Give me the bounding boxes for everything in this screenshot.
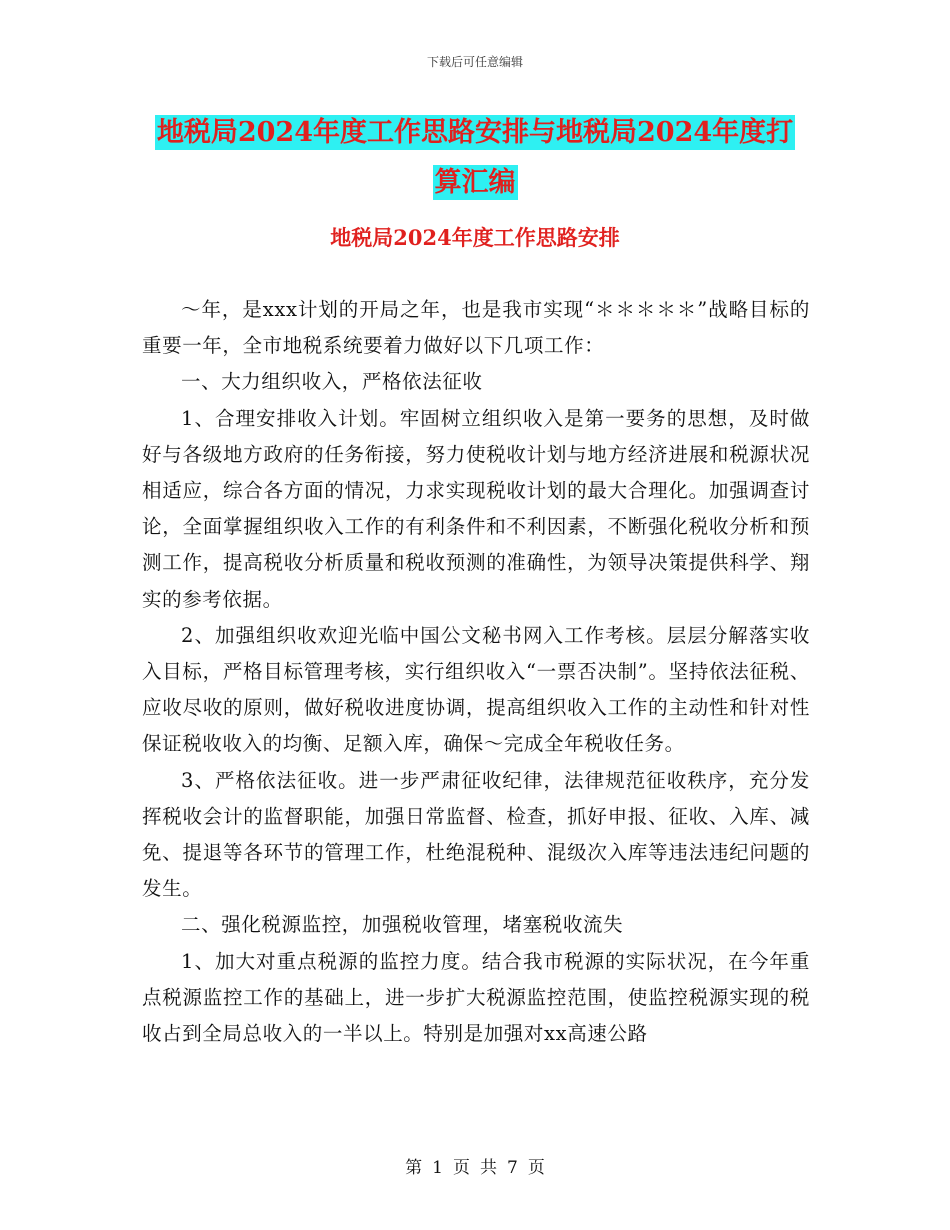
document-title-line-2: 算汇编 bbox=[434, 167, 516, 198]
footer-page-unit: 页 bbox=[453, 1158, 470, 1178]
page-footer bbox=[0, 1153, 950, 1178]
footer-total-unit: 页 bbox=[527, 1158, 545, 1178]
document-title bbox=[140, 108, 810, 208]
paragraph: 1、加大对重点税源的监控力度。结合我市税源的实际状况，在今年重点税源监控工作的基础上，进一步扩大税源监控范围，使监控税源实现的税收占到全局总收入的一半以上。特别是加强对xx高速公路 bbox=[142, 949, 810, 1046]
paragraph: 2、加强组织收欢迎光临中国公文秘书网入工作考核。层层分解落实收入目标，严格目标管理考核，实行组织收入“一票否决制”。坚持依法征税、应收尽收的原则，做好税收进度协调，提高组织收入工作的主动性和针对性保证税收收入的均衡、足额入库，确保～完成全年税收任务。 bbox=[142, 623, 810, 756]
paragraph: ～年，是xxx计划的开局之年，也是我市实现“＊＊＊＊＊”战略目标的重要一年，全市地税系统要着力做好以下几项工作： bbox=[142, 298, 810, 358]
body-text bbox=[142, 292, 810, 1052]
paragraph: 3、严格依法征收。进一步严肃征收纪律，法律规范征收秩序，充分发挥税收会计的监督职能，加强日常监督、检查，抓好申报、征收、入库、减免、提退等各环节的管理工作，杜绝混税种、混级次入库等违法违纪问题的发生。 bbox=[142, 768, 810, 901]
paragraph: 一、大力组织收入，严格依法征收 bbox=[181, 370, 483, 394]
header-note: 下载后可任意编辑 bbox=[426, 55, 523, 69]
section-title: 地税局2024年度工作思路安排 bbox=[330, 225, 620, 250]
footer-page-label: 第 bbox=[405, 1158, 423, 1178]
footer-page-current: 1 bbox=[432, 1158, 443, 1178]
footer-page-total: 7 bbox=[507, 1158, 518, 1178]
footer-total-label: 共 bbox=[480, 1158, 497, 1178]
paragraph: 二、强化税源监控，加强税收管理，堵塞税收流失 bbox=[181, 913, 624, 937]
document-title-line-1: 地税局2024年度工作思路安排与地税局2024年度打 bbox=[156, 117, 794, 148]
paragraph: 1、合理安排收入计划。牢固树立组织收入是第一要务的思想，及时做好与各级地方政府的任务衔接，努力使税收计划与地方经济进展和税源状况相适应，综合各方面的情况，力求实现税收计划的最大合理化。加强调查讨论，全面掌握组织收入工作的有利条件和不利因素，不断强化税收分析和预测工作，提高税收分析质量和税收预测的准确性，为领导决策提供科学、翔实的参考依据。 bbox=[142, 406, 810, 611]
